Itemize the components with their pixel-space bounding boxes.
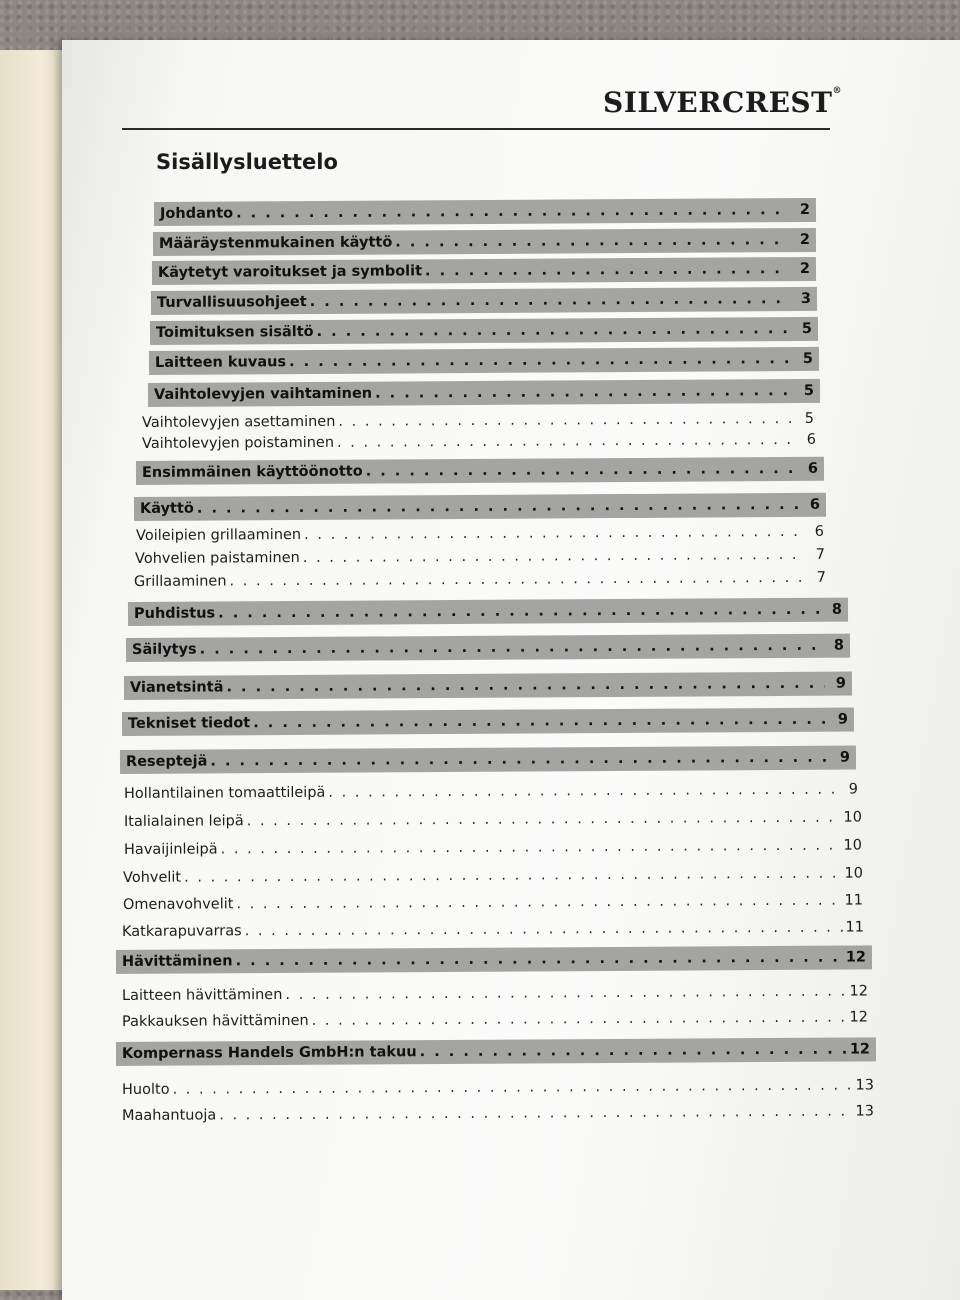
toc-subentry: Hollantilainen tomaattileipä . . . 9 — [120, 779, 862, 804]
toc-section: Hävittäminen . . . 12 — [116, 945, 872, 974]
toc-section: Laitteen kuvaus . . . 5 — [149, 347, 819, 375]
toc-subentry: Vaihtolevyjen asettaminen . . . 5 — [138, 409, 818, 433]
toc-subentry: Pakkauksen hävittäminen . . . 12 — [118, 1007, 872, 1032]
toc-section: Ensimmäinen käyttöönotto . . . 6 — [136, 457, 824, 485]
toc-subentry: Laitteen hävittäminen . . . 12 — [118, 981, 872, 1006]
toc-subentry: Havaijinleipä . . . 10 — [120, 835, 866, 860]
toc-section: Vaihtolevyjen vaihtaminen . . . 5 — [148, 379, 820, 407]
manual-page — [62, 40, 960, 1300]
toc-subentry: Vohvelien paistaminen . . . 7 — [131, 545, 829, 569]
toc-section: Tekniset tiedot . . . 9 — [122, 708, 854, 736]
toc-section: Säilytys . . . 8 — [126, 634, 850, 662]
page-title: Sisällysluettelo — [156, 150, 338, 174]
toc-section: Reseptejä . . . 9 — [120, 746, 856, 774]
toc-subentry: Vaihtolevyjen poistaminen . . . 6 — [138, 430, 820, 454]
toc-subentry: Katkarapuvarras . . . 11 — [118, 917, 868, 942]
toc-section: Toimituksen sisältö . . . 5 — [150, 317, 818, 345]
toc-subentry: Italialainen leipä . . . 10 — [120, 807, 866, 832]
table-of-contents — [62, 40, 960, 1300]
toc-section: Kompernass Handels GmbH:n takuu . . . 12 — [116, 1037, 876, 1066]
toc-subentry: Maahantuoja . . . 13 — [118, 1101, 878, 1126]
toc-subentry: Huolto . . . 13 — [118, 1075, 878, 1100]
toc-section: Käytetyt varoitukset ja symbolit . . . 2 — [152, 257, 816, 285]
toc-subentry: Voileipien grillaaminen . . . 6 — [132, 522, 828, 546]
toc-section: Määräystenmukainen käyttö . . . 2 — [153, 228, 816, 256]
toc-subentry: Grillaaminen . . . 7 — [130, 568, 830, 592]
toc-subentry: Vohvelit . . . 10 — [119, 863, 867, 888]
brand-logo: SILVERCREST® — [603, 86, 842, 119]
toc-section: Johdanto . . . 2 — [154, 198, 816, 226]
toc-section: Vianetsintä . . . 9 — [124, 672, 852, 700]
toc-section: Puhdistus . . . 8 — [128, 598, 848, 626]
toc-subentry: Omenavohvelit . . . 11 — [119, 890, 867, 915]
toc-section: Turvallisuusohjeet . . . 3 — [151, 287, 817, 315]
toc-section: Käyttö . . . 6 — [134, 493, 826, 521]
